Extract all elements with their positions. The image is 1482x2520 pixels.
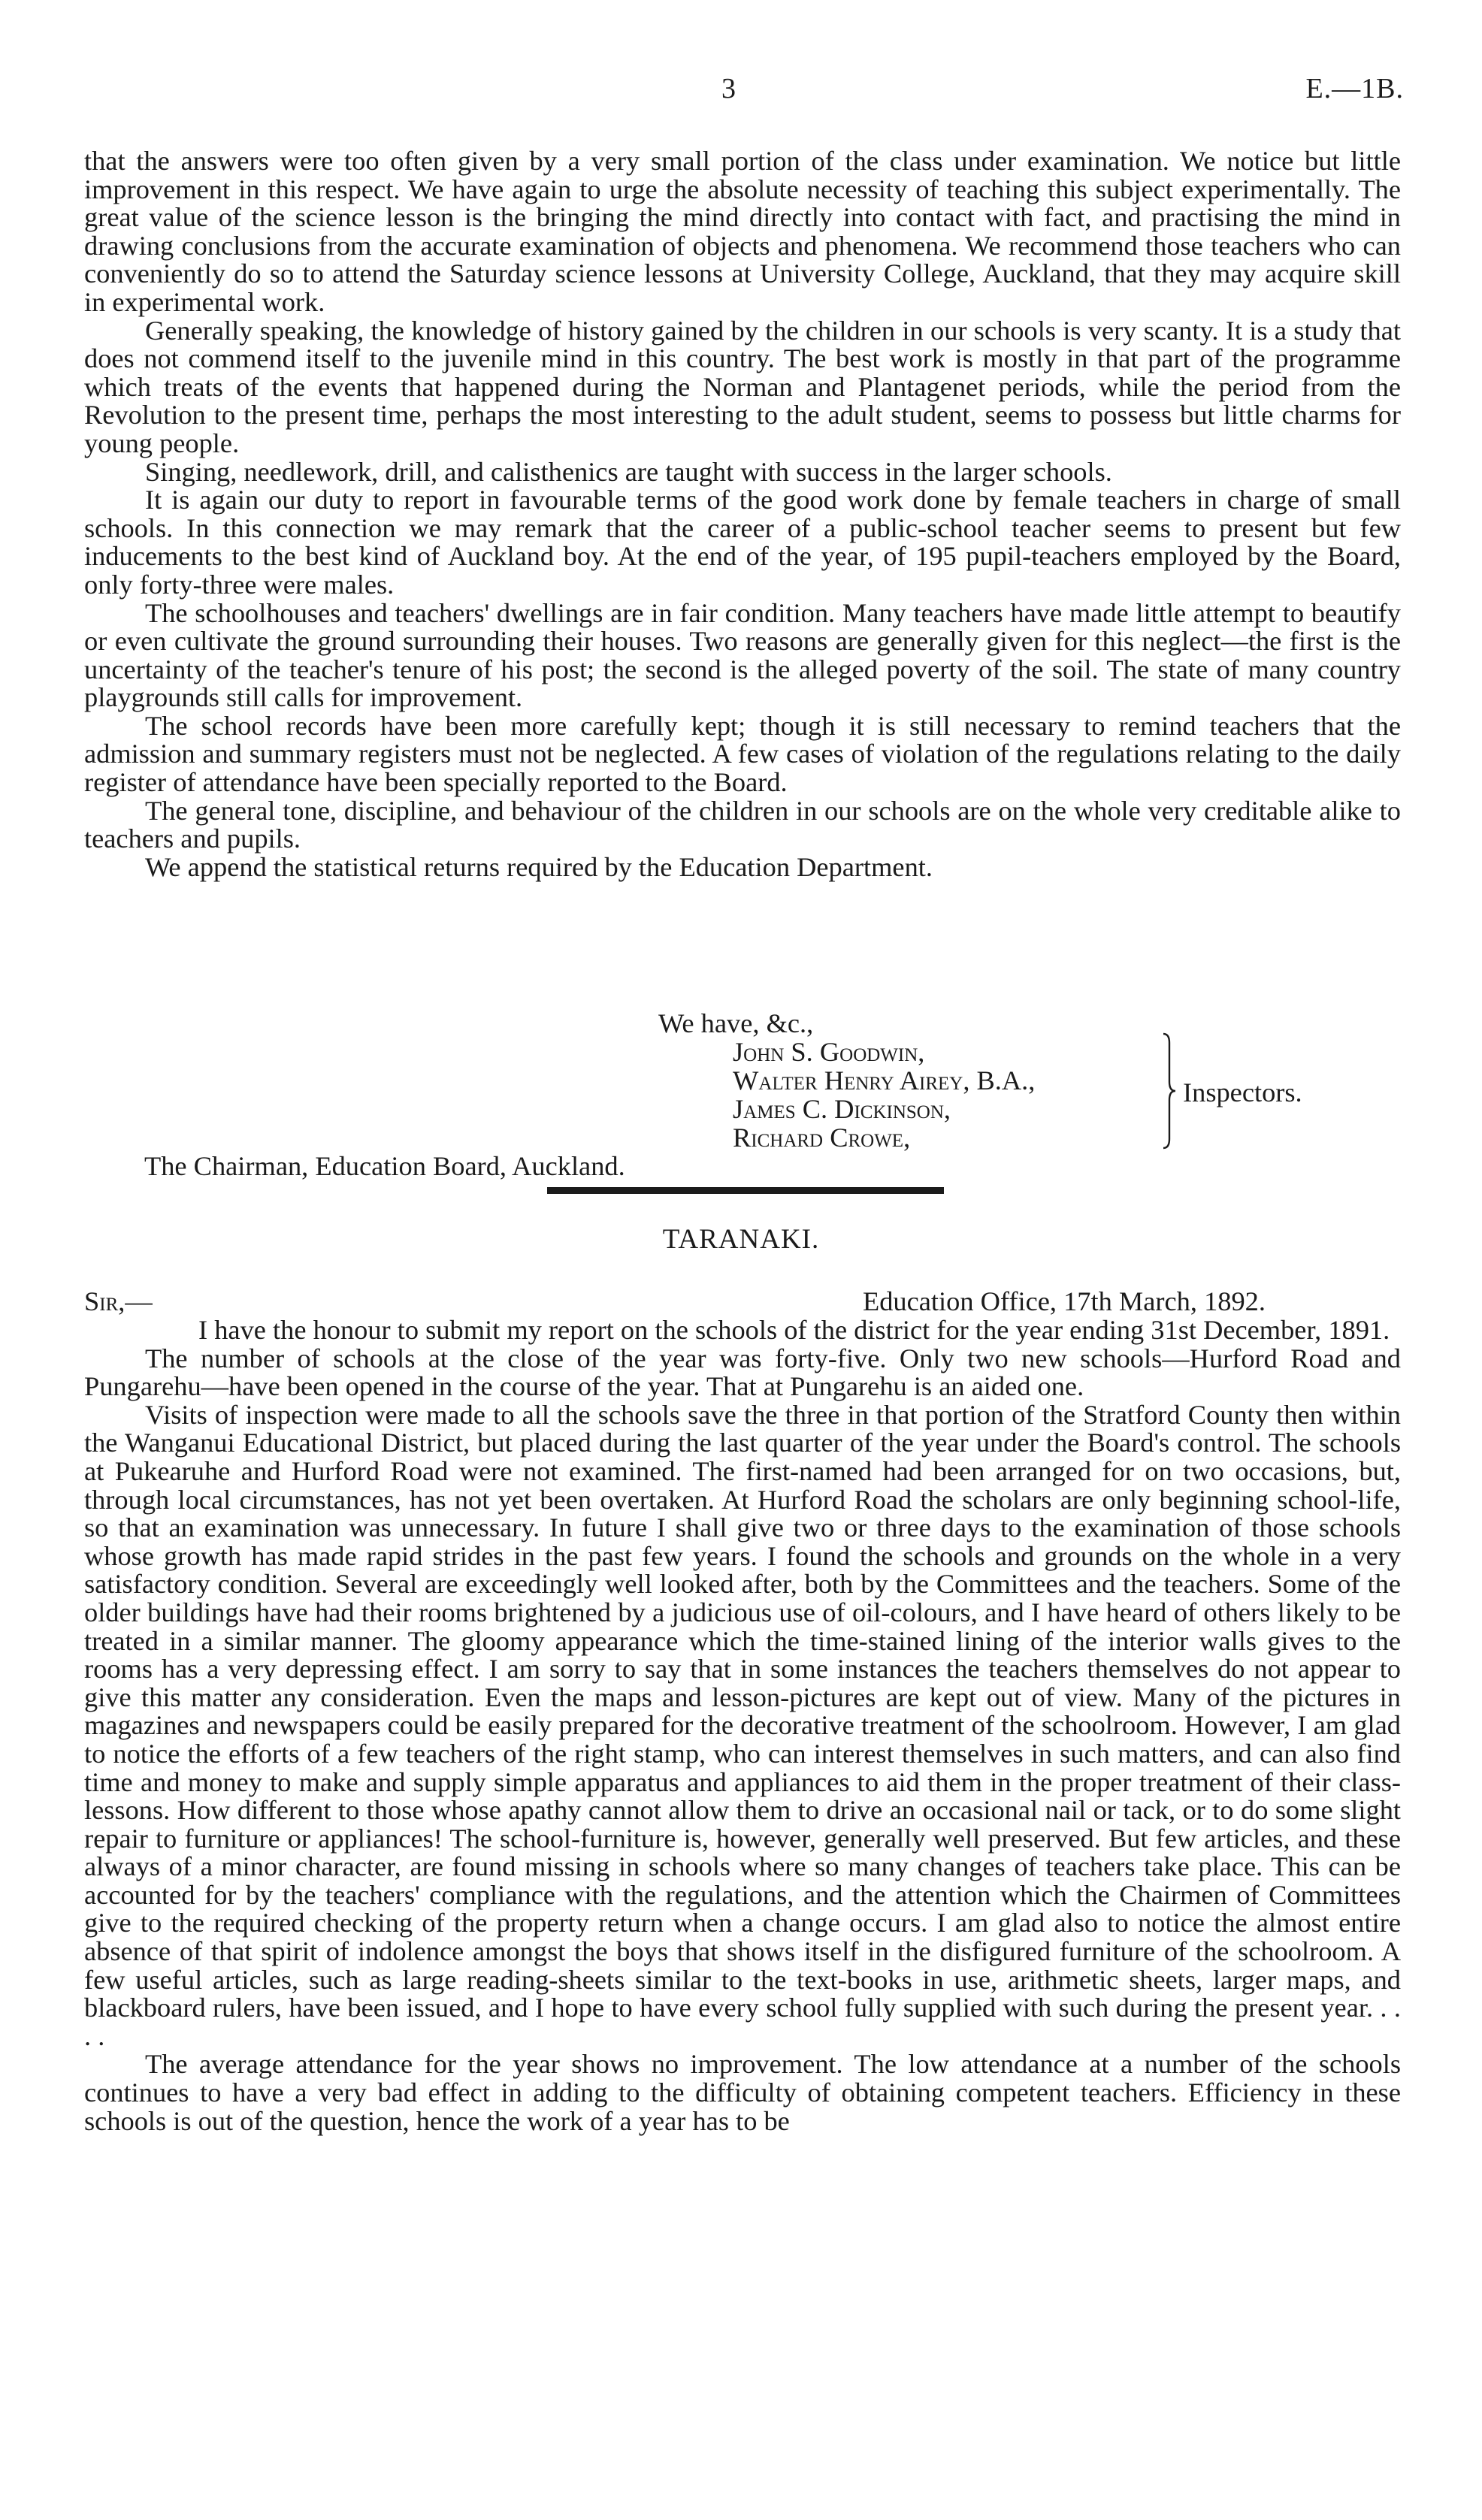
paragraph-science: that the answers were too often given by a very small portion of the class under examination. We notice but little improvement in this respect. We have again to urge the absolute necessity of teaching this subject experimentally. The great value of the science lesson is the bringing the mind directly into contact with fact, and practising the mind in drawing conclusions from the accurate examination of objects and phenomena. We recommend those teachers who can conveniently do so to attend the Saturday science lessons at University College, Auckland, that they may acquire skill in experimental work. [84, 146, 1401, 317]
paragraph-history: Generally speaking, the knowledge of history gained by the children in our schools is very scanty. It is a study that does not commend itself to the juvenile mind in this country. The best work is mostly in that part of the programme which treats of the events that happened during the Norman and Plantagenet periods, while the period from the Revolution to the present time, perhaps the most interesting to the adult student, seems to possess but little charms for young people. [84, 315, 1401, 458]
document-reference: E.—1B. [1305, 73, 1404, 104]
brace-icon [1162, 1032, 1177, 1150]
dateline: Education Office, 17th March, 1892. [863, 1286, 1266, 1316]
closing-line: We have, &c., [658, 1008, 814, 1038]
addressee: The Chairman, Education Board, Auckland. [144, 1151, 625, 1181]
paragraph-submission: I have the honour to submit my report on the schools of the district for the year ending 31st December, 1891. [198, 1315, 1390, 1345]
signatory-goodwin: John S. Goodwin, [733, 1037, 925, 1067]
paragraph-statistics: We append the statistical returns required by the Education Department. [145, 851, 933, 882]
signatory-airey: Walter Henry Airey, B.A., [733, 1065, 1036, 1095]
paragraph-singing: Singing, needlework, drill, and calisthenics are taught with success in the larger schools. [145, 456, 1112, 487]
paragraph-tone: The general tone, discipline, and behaviour of the children in our schools are on the whole very creditable alike to teachers and pupils. [84, 795, 1401, 854]
taranaki-report-body [84, 1316, 1401, 2135]
signatory-dickinson: James C. Dickinson, [733, 1094, 951, 1124]
paragraph-number-of-schools: The number of schools at the close of the year was forty-five. Only two new schools—Hurford Road and Pungarehu—have been opened in the course of the year. That at Pungarehu is an aided one. [84, 1343, 1401, 1402]
page-number: 3 [721, 73, 736, 104]
paragraph-attendance: The average attendance for the year shows no improvement. The low attendance at a number of the schools continues to have a very bad effect in adding to the difficulty of obtaining competent teachers. Efficiency in these schools is out of the question, hence the work of a year has to be [84, 2049, 1401, 2136]
section-heading-taranaki: TARANAKI. [662, 1224, 820, 1255]
paragraph-schoolhouses: The schoolhouses and teachers' dwellings are in fair condition. Many teachers have made little attempt to beautify or even cultivate the ground surrounding their houses. Two reasons are generally given for this neglect—the first is the uncertainty of the teacher's tenure of his post; the second is the alleged poverty of the soil. The state of many country playgrounds still calls for improvement. [84, 597, 1401, 713]
auckland-report-body [84, 147, 1401, 881]
signatory-crowe: Richard Crowe, [733, 1123, 911, 1153]
salutation: Sir,— [84, 1286, 153, 1316]
section-divider [547, 1187, 944, 1194]
paragraph-records: The school records have been more carefully kept; though it is still necessary to remind teachers that the admission and summary registers must not be neglected. A few cases of violation of the regulations relating to the daily register of attendance have been specially reported to the Board. [84, 710, 1401, 798]
paragraph-inspection: Visits of inspection were made to all the schools save the three in that portion of the Stratford County then within the Wanganui Educational District, but placed during the last quarter of the year under the Board's control. The schools at Pukearuhe and Hurford Road were not examined. The first-named had been arranged for on two occasions, but, through local circumstances, has not yet been overtaken. At Hurford Road the scholars are only beginning school-life, so that an examination was unnecessary. In future I shall give two or three days to the examination of those schools whose growth has made rapid strides in the past few years. I found the schools and grounds on the whole in a very satisfactory condition. Several are exceedingly well looked after, both by the Committees and the teachers. Some of the older buildings have had their rooms brightened by a judicious use of oil-colours, and I have heard of others likely to be treated in a similar manner. The gloomy appearance which the time-stained lining of the interior walls gives to the rooms has a very depressing effect. I am sorry to say that in some instances the teachers themselves do not appear to give this matter any consideration. Even the maps and lesson-pictures are kept out of view. Many of the pictures in magazines and newspapers could be easily prepared for the decorative treatment of the schoolroom. However, I am glad to notice the efforts of a few teachers of the right stamp, who can interest themselves in such matters, and can also find time and money to make and supply simple apparatus and appliances to aid them in the proper treatment of their class-lessons. How different to those whose apathy cannot allow them to drive an occasional nail or tack, or to do some slight repair to furniture or appliances! The school-furniture is, however, generally well preserved. But few articles, and these always of a minor character, are found missing in schools where so many changes of teachers take place. This can be accounted for by the teachers' compliance with the regulations, and the attention which the Chairmen of Committees give to the required checking of the property return when a change occurs. I am glad also to notice the almost entire absence of that spirit of indolence amongst the boys that shows itself in the disfigured furniture of the schoolroom. A few useful articles, such as large reading-sheets similar to the text-books in use, arithmetic sheets, larger maps, and blackboard rulers, have been issued, and I hope to have every school fully supplied with such during the present year. . . . . [84, 1399, 1401, 2051]
signatory-role: Inspectors. [1183, 1077, 1302, 1107]
paragraph-female-teachers: It is again our duty to report in favourable terms of the good work done by female teachers in charge of small schools. In this connection we may remark that the career of a public-school teacher seems to present but few inducements to the best kind of Auckland boy. At the end of the year, of 195 pupil-teachers employed by the Board, only forty-three were males. [84, 485, 1401, 600]
